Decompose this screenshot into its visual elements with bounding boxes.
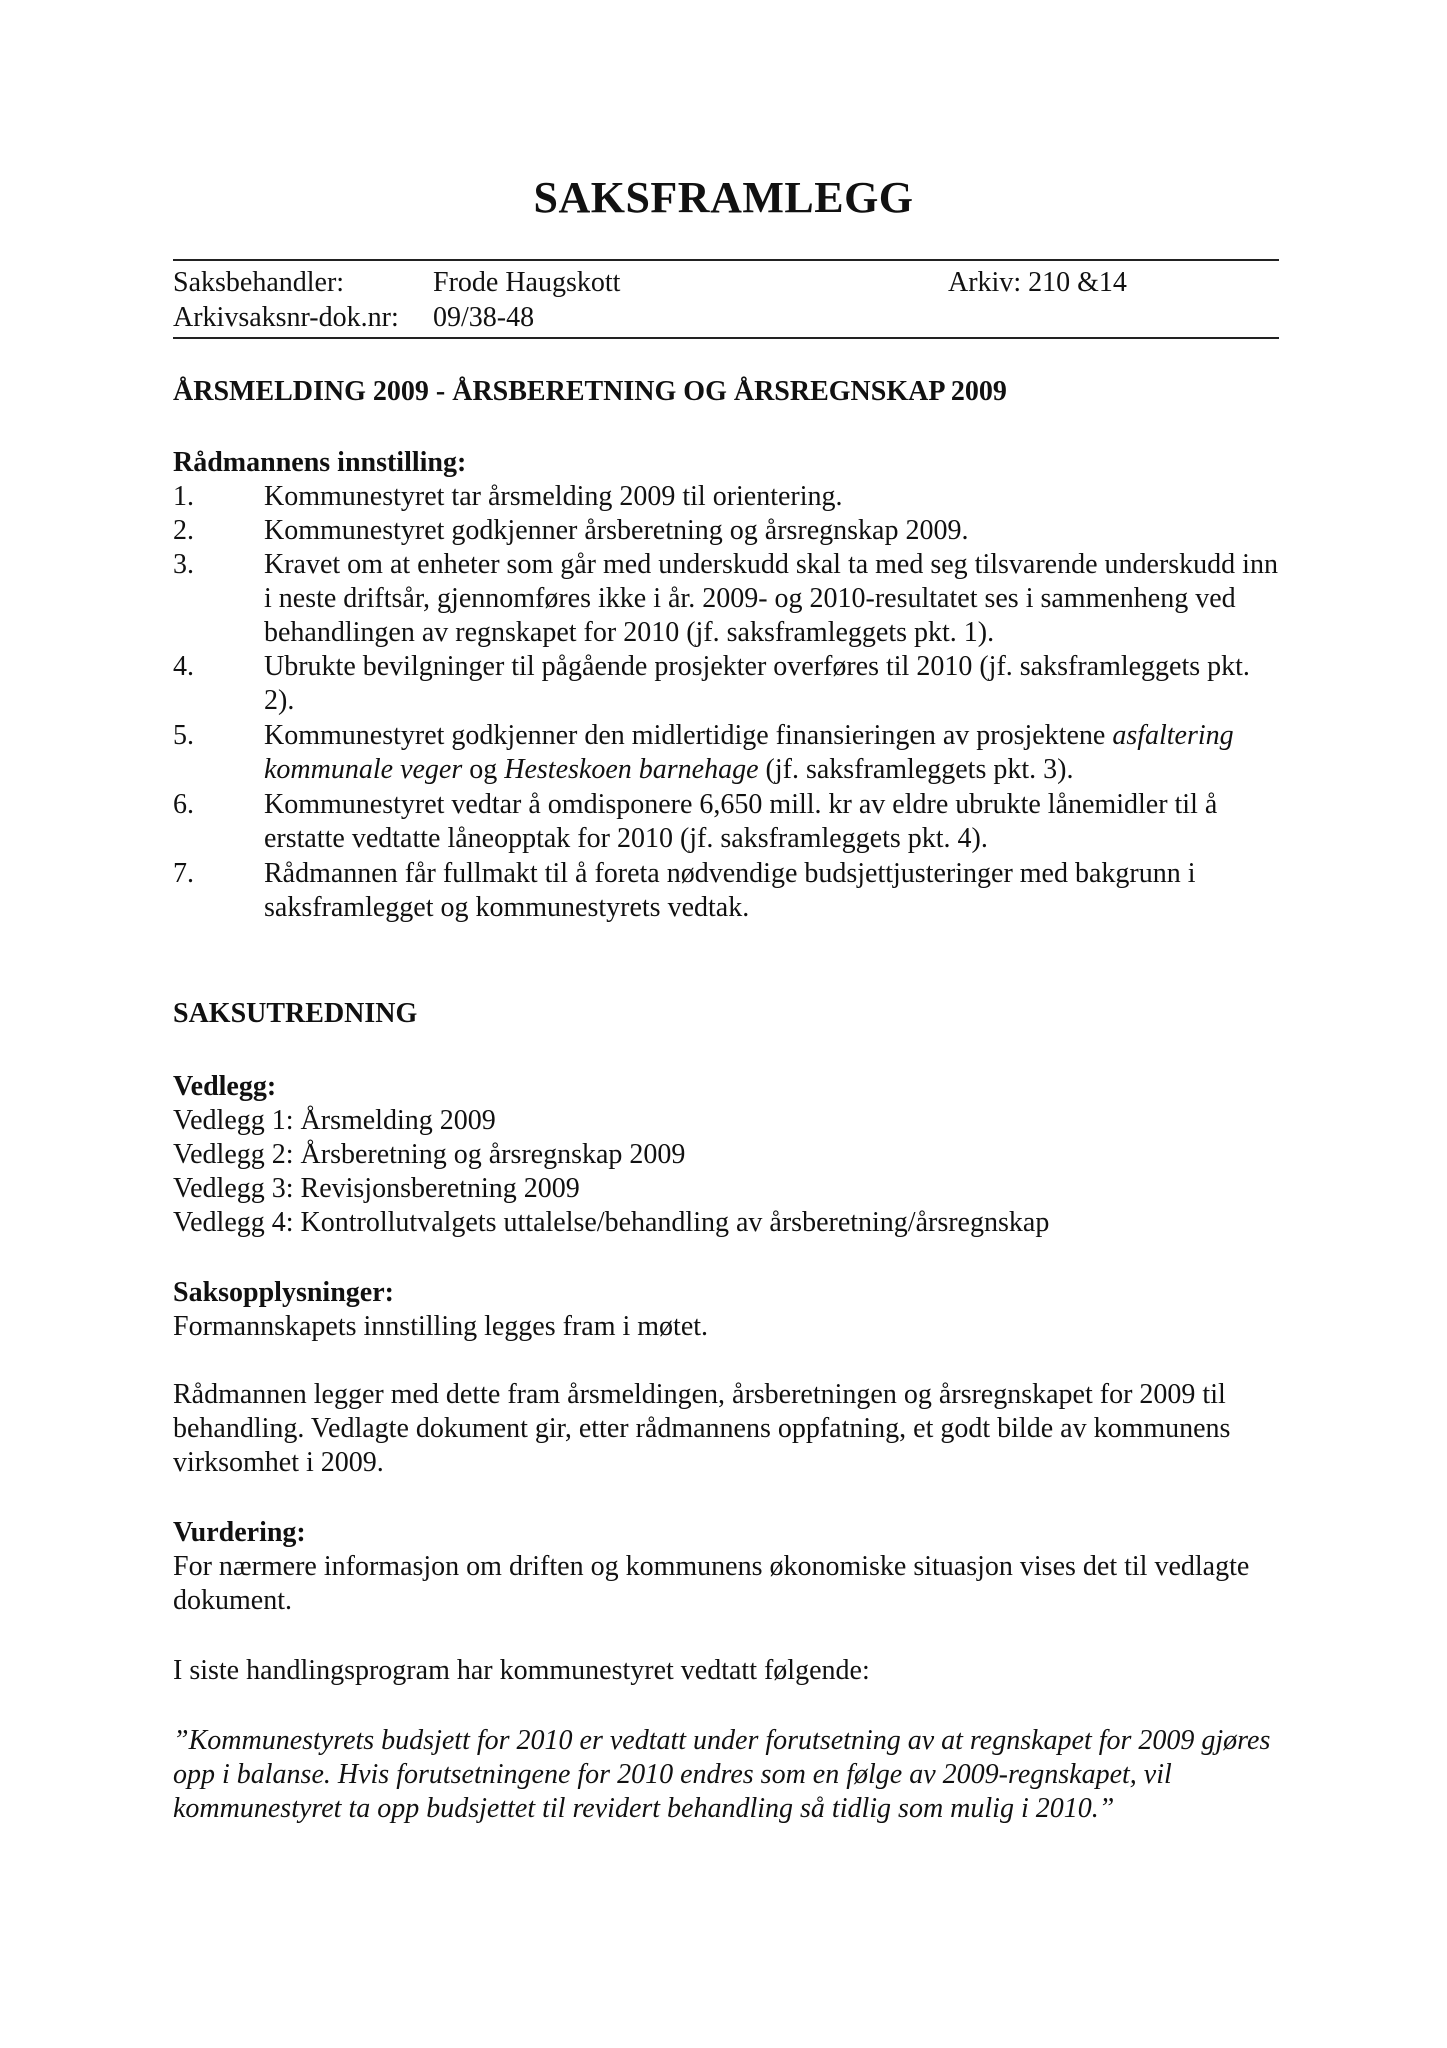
item-number: 1. xyxy=(173,481,194,512)
vedlegg-item: Vedlegg 2: Årsberetning og årsregnskap 2009 xyxy=(173,1139,686,1170)
saksopplysninger-paragraph: Formannskapets innstilling legges fram i møtet. xyxy=(173,1311,709,1342)
item-text-part: (jf. saksframleggets pkt. 3). xyxy=(758,754,1074,785)
vurdering-paragraph: For nærmere informasjon om driften og kommunens økonomiske situasjon vises det til vedlagte dokument. xyxy=(173,1551,1250,1616)
vurdering-paragraph: I siste handlingsprogram har kommunestyret vedtatt følgende: xyxy=(173,1655,870,1686)
arkivsaksnr-value: 09/38-48 xyxy=(433,302,535,333)
case-title: ÅRSMELDING 2009 - ÅRSBERETNING OG ÅRSREGNSKAP 2009 xyxy=(173,376,1007,407)
saksopplysninger-heading: Saksopplysninger: xyxy=(173,1277,394,1308)
project-name: Hesteskoen barnehage xyxy=(504,754,759,785)
item-text: Ubrukte bevilgninger til pågående prosjekter overføres til 2010 (jf. saksframleggets pkt. 2). xyxy=(264,651,1250,716)
innstilling-heading: Rådmannens innstilling: xyxy=(173,447,467,478)
item-text xyxy=(264,719,1283,787)
item-text: Kommunestyret vedtar å omdisponere 6,650 mill. kr av eldre ubrukte lånemidler til å erstatte vedtatte låneopptak for 2010 (jf. saksframleggets pkt. 4). xyxy=(264,789,1218,854)
item-text-part: og xyxy=(462,754,505,785)
item-text: Kommunestyret godkjenner årsberetning og årsregnskap 2009. xyxy=(264,515,969,546)
saksopplysninger-paragraph: Rådmannen legger med dette fram årsmeldingen, årsberetningen og årsregnskapet for 2009 til behandling. Vedlagte dokument gir, etter rådmannens oppfatning, et godt bilde av kommunens virksomhet i 2009. xyxy=(173,1379,1231,1478)
arkiv-value: Arkiv: 210 &14 xyxy=(948,267,1127,298)
vedlegg-item: Vedlegg 3: Revisjonsberetning 2009 xyxy=(173,1173,580,1204)
item-number: 4. xyxy=(173,651,194,682)
vedlegg-item: Vedlegg 1: Årsmelding 2009 xyxy=(173,1105,496,1136)
item-text: Kravet om at enheter som går med underskudd skal ta med seg tilsvarende underskudd inn i neste driftsår, gjennomføres ikke i år. 2009- og 2010-resultatet ses i sammenheng ved behandlingen av regnskapet for 2010 (jf. saksframleggets pkt. 1). xyxy=(264,549,1278,648)
arkivsaksnr-label: Arkivsaksnr-dok.nr: xyxy=(173,302,399,333)
saksutredning-heading: SAKSUTREDNING xyxy=(173,998,418,1029)
quote-paragraph: ”Kommunestyrets budsjett for 2010 er vedtatt under forutsetning av at regnskapet for 2009 gjøres opp i balanse. Hvis forutsetningene for 2010 endres som en følge av 2009-regnskapet, vil kommunestyret ta opp budsjettet til revidert behandling så tidlig som mulig i 2010.” xyxy=(173,1725,1271,1824)
item-number: 3. xyxy=(173,549,194,580)
vurdering-heading: Vurdering: xyxy=(173,1517,306,1548)
saksbehandler-label: Saksbehandler: xyxy=(173,267,345,298)
item-text: Kommunestyret tar årsmelding 2009 til orientering. xyxy=(264,481,843,512)
item-number: 5. xyxy=(173,720,194,751)
saksbehandler-value: Frode Haugskott xyxy=(433,267,621,298)
project-name: asfaltering kommunale veger xyxy=(264,720,1234,785)
bottom-rule xyxy=(173,337,1279,339)
item-text-part: Kommunestyret godkjenner den midlertidige finansieringen av prosjektene xyxy=(264,720,1113,751)
vedlegg-heading: Vedlegg: xyxy=(173,1071,277,1102)
item-text: Rådmannen får fullmakt til å foreta nødvendige budsjettjusteringer med bakgrunn i saksframlegget og kommunestyrets vedtak. xyxy=(264,858,1196,923)
item-number: 7. xyxy=(173,858,194,889)
item-number: 2. xyxy=(173,515,194,546)
vedlegg-item: Vedlegg 4: Kontrollutvalgets uttalelse/behandling av årsberetning/årsregnskap xyxy=(173,1207,1050,1238)
top-rule xyxy=(173,259,1279,261)
document-title: SAKSFRAMLEGG xyxy=(533,173,914,222)
item-number: 6. xyxy=(173,789,194,820)
